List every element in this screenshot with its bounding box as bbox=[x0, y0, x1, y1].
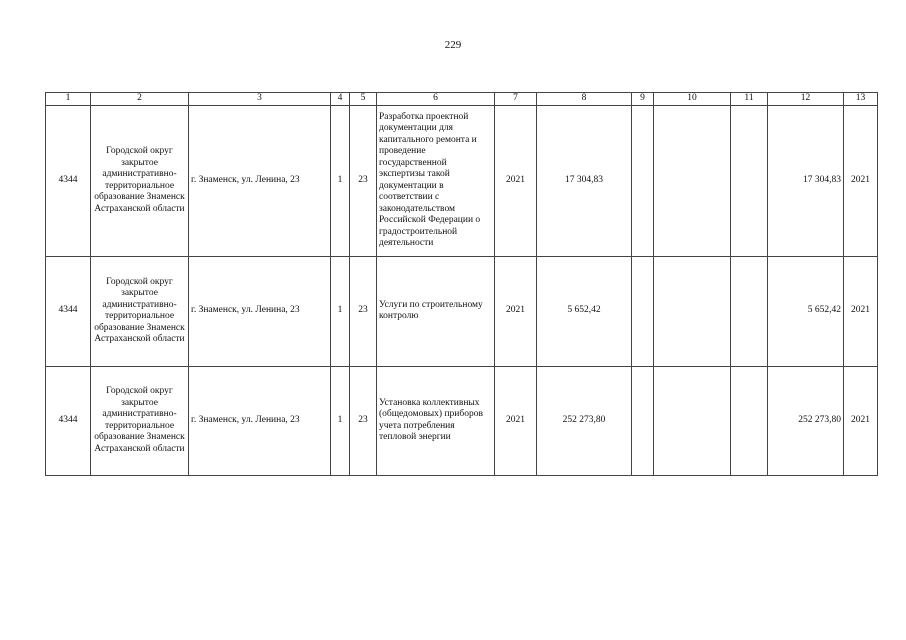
cell-year-end: 2021 bbox=[844, 256, 878, 366]
column-header: 1 bbox=[46, 93, 91, 106]
cell-col5: 23 bbox=[350, 256, 377, 366]
register-table bbox=[45, 92, 878, 476]
cell-year: 2021 bbox=[495, 256, 537, 366]
column-header: 7 bbox=[495, 93, 537, 106]
table-row bbox=[46, 256, 878, 366]
cell-municipality: Городской округ закрытое административно-территориальное образование Знаменск Астраханской области bbox=[91, 366, 189, 475]
column-header: 4 bbox=[331, 93, 350, 106]
column-header: 11 bbox=[731, 93, 768, 106]
cell-amount: 252 273,80 bbox=[537, 366, 632, 475]
cell-year: 2021 bbox=[495, 105, 537, 256]
cell-address: г. Знаменск, ул. Ленина, 23 bbox=[189, 105, 331, 256]
column-header: 10 bbox=[654, 93, 731, 106]
table-row bbox=[46, 105, 878, 256]
cell-col10 bbox=[654, 366, 731, 475]
cell-col5: 23 bbox=[350, 366, 377, 475]
header-row bbox=[46, 93, 878, 106]
cell-amount-total: 5 652,42 bbox=[768, 256, 844, 366]
page-number: 229 bbox=[444, 39, 462, 51]
cell-amount-total: 252 273,80 bbox=[768, 366, 844, 475]
column-header: 8 bbox=[537, 93, 632, 106]
column-header: 6 bbox=[377, 93, 495, 106]
cell-work-type: Разработка проектной документации для капитального ремонта и проведение государственной экспертизы такой документации в соответствии с законодательством Российской Федерации о градостроительной деятельности bbox=[377, 105, 495, 256]
cell-amount: 5 652,42 bbox=[537, 256, 632, 366]
cell-municipality: Городской округ закрытое административно-территориальное образование Знаменск Астраханской области bbox=[91, 105, 189, 256]
cell-col10 bbox=[654, 105, 731, 256]
column-header: 9 bbox=[632, 93, 654, 106]
cell-address: г. Знаменск, ул. Ленина, 23 bbox=[189, 366, 331, 475]
cell-col4: 1 bbox=[331, 256, 350, 366]
cell-work-type: Услуги по строительному контролю bbox=[377, 256, 495, 366]
cell-col11 bbox=[731, 256, 768, 366]
cell-municipality: Городской округ закрытое административно-территориальное образование Знаменск Астраханской области bbox=[91, 256, 189, 366]
cell-col11 bbox=[731, 366, 768, 475]
cell-year: 2021 bbox=[495, 366, 537, 475]
cell-col9 bbox=[632, 256, 654, 366]
cell-amount-total: 17 304,83 bbox=[768, 105, 844, 256]
cell-col5: 23 bbox=[350, 105, 377, 256]
cell-amount: 17 304,83 bbox=[537, 105, 632, 256]
cell-code: 4344 bbox=[46, 105, 91, 256]
cell-col4: 1 bbox=[331, 366, 350, 475]
cell-work-type: Установка коллективных (общедомовых) приборов учета потребления тепловой энергии bbox=[377, 366, 495, 475]
column-header: 13 bbox=[844, 93, 878, 106]
cell-year-end: 2021 bbox=[844, 366, 878, 475]
cell-col4: 1 bbox=[331, 105, 350, 256]
cell-code: 4344 bbox=[46, 366, 91, 475]
column-header: 5 bbox=[350, 93, 377, 106]
cell-col11 bbox=[731, 105, 768, 256]
cell-year-end: 2021 bbox=[844, 105, 878, 256]
column-header: 2 bbox=[91, 93, 189, 106]
cell-col9 bbox=[632, 366, 654, 475]
cell-address: г. Знаменск, ул. Ленина, 23 bbox=[189, 256, 331, 366]
cell-col9 bbox=[632, 105, 654, 256]
column-header: 3 bbox=[189, 93, 331, 106]
cell-code: 4344 bbox=[46, 256, 91, 366]
column-header: 12 bbox=[768, 93, 844, 106]
table-row bbox=[46, 366, 878, 475]
cell-col10 bbox=[654, 256, 731, 366]
